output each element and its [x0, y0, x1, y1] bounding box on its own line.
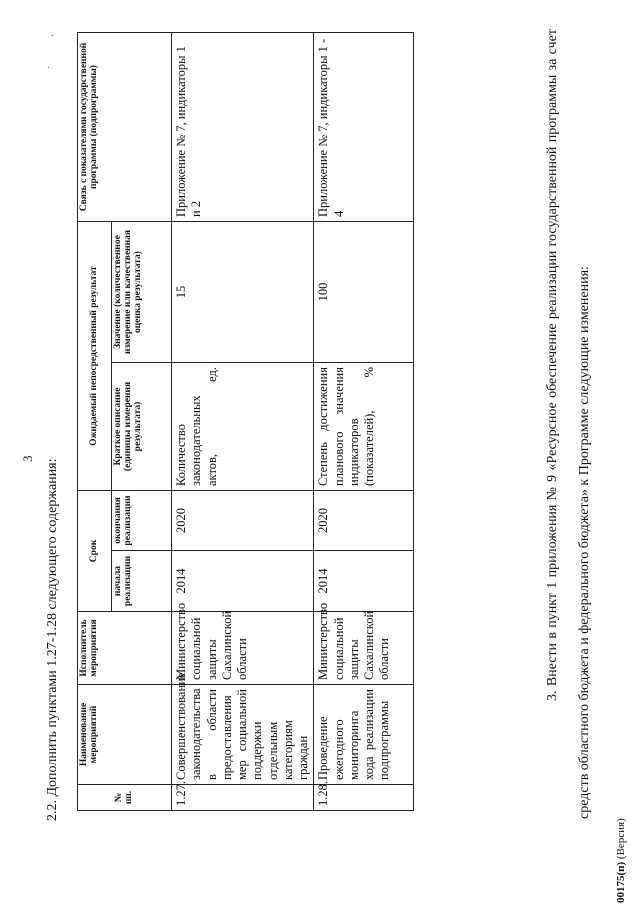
intro-text: 2.2. Дополнить пунктами 1.27-1.28 следующего содержания:	[45, 458, 60, 821]
row-start: 2014	[314, 551, 414, 612]
header-result: Ожидаемый непосредственный результат	[78, 222, 112, 491]
scan-speck: ·	[44, 65, 55, 69]
page-number: 3	[20, 455, 35, 462]
header-result-desc: Краткое описание (единицы измерения результата)	[112, 363, 172, 491]
row-end: 2020	[172, 491, 314, 551]
row-name: Совершенствование законодательства в области предоставления мер социальной поддержки отдельным категориям граждан	[172, 685, 314, 785]
measures-table	[77, 32, 414, 811]
footer	[615, 818, 627, 903]
footer-version: (Версия)	[615, 818, 627, 860]
header-num: № пп.	[78, 785, 172, 811]
row-desc: Степень достижения планового значения индикаторов (показателей), %	[314, 363, 414, 491]
row-name: Проведение ежегодного мониторинга хода реализации подпрограммы	[314, 685, 414, 785]
header-link: Связь с показателями государственной программы (подпрограммы)	[78, 33, 172, 222]
header-term-start: начала реализации	[112, 551, 172, 612]
table-header-row	[78, 33, 112, 811]
table-row	[314, 33, 414, 811]
header-term-end: окончания реализации	[112, 491, 172, 551]
header-term: Срок	[78, 491, 112, 612]
row-num: 1.27.	[172, 785, 314, 811]
table-row	[172, 33, 314, 811]
row-link: Приложение № 7, индикаторы 1 - 4	[314, 33, 414, 222]
row-end: 2020	[314, 491, 414, 551]
footer-code: 00175(п)	[615, 861, 627, 903]
row-value: 15	[172, 222, 314, 363]
row-value: 100	[314, 222, 414, 363]
row-desc: Количество законодательных актов, ед.	[172, 363, 314, 491]
scan-speck: ·	[48, 33, 59, 37]
header-result-value: Значение (количественное измерение или качественная оценка результата)	[112, 222, 172, 363]
row-start: 2014	[172, 551, 314, 612]
header-name: Наименование мероприятий	[78, 685, 172, 785]
header-executor: Исполнитель мероприятия	[78, 612, 172, 685]
row-num: 1.28.	[314, 785, 414, 811]
amendment-paragraph: 3. Внести в пункт 1 приложения № 9 «Ресурсное обеспечение реализации государственной программы за счет средств областного бюджета и федерального бюджета» к Программе следующие изменения:	[545, 29, 592, 819]
row-link: Приложение № 7, индикаторы 1 и 2	[172, 33, 314, 222]
row-executor: Министерство социальной защиты Сахалинской области	[314, 612, 414, 685]
row-executor: Министерство социальной защиты Сахалинской области	[172, 612, 314, 685]
